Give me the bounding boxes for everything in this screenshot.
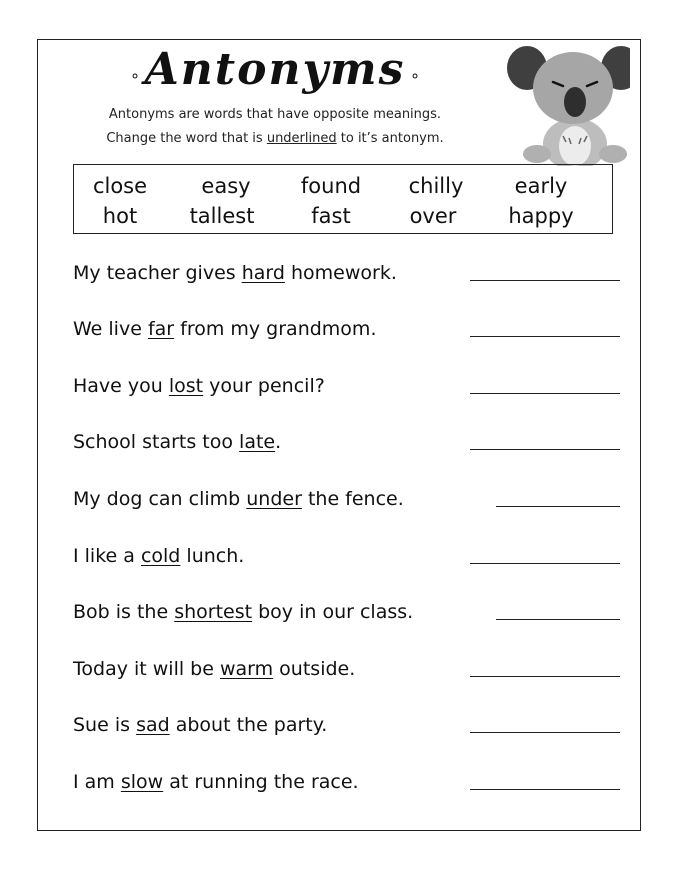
question-sentence xyxy=(73,258,397,288)
underlined-word: late xyxy=(239,431,276,453)
answer-line[interactable] xyxy=(470,789,620,790)
sentence-text: boy in our class. xyxy=(252,601,414,623)
instruction-line-2 xyxy=(60,131,490,147)
word-bank-word: happy xyxy=(508,204,574,228)
sentence-text: from my grandmom. xyxy=(174,318,377,340)
word-bank-word: fast xyxy=(311,204,351,228)
sentence-text: I am xyxy=(73,771,121,793)
answer-line[interactable] xyxy=(496,506,620,507)
answer-line[interactable] xyxy=(470,563,620,564)
word-bank-word: chilly xyxy=(408,174,464,198)
word-bank-word: early xyxy=(514,174,568,198)
sentence-text: Sue is xyxy=(73,714,137,736)
question-row xyxy=(73,314,633,348)
sentence-text: . xyxy=(275,431,282,453)
answer-line[interactable] xyxy=(470,732,620,733)
instruction-text-before: Change the word that is xyxy=(106,131,267,146)
word-bank-word: tallest xyxy=(189,204,255,228)
word-bank xyxy=(73,164,613,234)
sentence-text: My teacher gives xyxy=(73,262,242,284)
question-row xyxy=(73,597,633,631)
sentence-text: We live xyxy=(73,318,148,340)
question-sentence xyxy=(73,484,404,514)
underlined-word: shortest xyxy=(174,601,253,623)
word-bank-word: close xyxy=(92,174,148,198)
instruction-underlined-word: underlined xyxy=(266,131,337,146)
underlined-word: warm xyxy=(219,658,274,680)
question-row xyxy=(73,484,633,518)
word-bank-word: hot xyxy=(102,204,138,228)
underlined-word: hard xyxy=(241,262,285,284)
answer-line[interactable] xyxy=(470,280,620,281)
sentence-text: Have you xyxy=(73,375,169,397)
question-row xyxy=(73,371,633,405)
question-row xyxy=(73,258,633,292)
question-row xyxy=(73,767,633,801)
sentence-text: lunch. xyxy=(180,545,245,567)
title-swirl-left-icon: ∘ xyxy=(130,66,141,85)
question-row xyxy=(73,710,633,744)
answer-line[interactable] xyxy=(496,619,620,620)
worksheet-title: Antonyms xyxy=(144,44,406,95)
question-sentence xyxy=(73,767,359,797)
instruction-line-1: Antonyms are words that have opposite meanings. xyxy=(108,107,442,122)
title-swirl-right-icon: ∘ xyxy=(410,66,421,85)
sentence-text: your pencil? xyxy=(203,375,325,397)
question-row xyxy=(73,654,633,688)
word-bank-row xyxy=(74,172,612,202)
underlined-word: lost xyxy=(168,375,204,397)
sentence-text: My dog can climb xyxy=(73,488,247,510)
question-sentence xyxy=(73,427,281,457)
answer-line[interactable] xyxy=(470,449,620,450)
underlined-word: cold xyxy=(140,545,181,567)
sentence-text: Bob is the xyxy=(73,601,175,623)
sentence-text: outside. xyxy=(273,658,356,680)
underlined-word: slow xyxy=(120,771,164,793)
underlined-word: sad xyxy=(136,714,170,736)
question-sentence xyxy=(73,314,376,344)
koala-icon xyxy=(505,44,630,166)
question-sentence xyxy=(73,541,244,571)
sentence-text: about the party. xyxy=(169,714,328,736)
sentence-text: homework. xyxy=(284,262,397,284)
question-row xyxy=(73,541,633,575)
word-bank-word: easy xyxy=(201,174,251,198)
word-bank-word: over xyxy=(409,204,457,228)
question-row xyxy=(73,427,633,461)
sentence-text: Today it will be xyxy=(73,658,220,680)
sentence-text: at running the race. xyxy=(163,771,359,793)
answer-line[interactable] xyxy=(470,393,620,394)
word-bank-row xyxy=(74,202,612,232)
sentence-text: the fence. xyxy=(301,488,404,510)
answer-line[interactable] xyxy=(470,336,620,337)
question-sentence xyxy=(73,597,413,627)
sentence-text: I like a xyxy=(73,545,141,567)
instruction-text-after: to it’s antonym. xyxy=(336,131,444,146)
underlined-word: far xyxy=(147,318,175,340)
question-sentence xyxy=(73,654,355,684)
sentence-text: School starts too xyxy=(73,431,240,453)
question-sentence xyxy=(73,710,327,740)
word-bank-word: found xyxy=(300,174,362,198)
answer-line[interactable] xyxy=(470,676,620,677)
underlined-word: under xyxy=(246,488,302,510)
question-sentence xyxy=(73,371,325,401)
